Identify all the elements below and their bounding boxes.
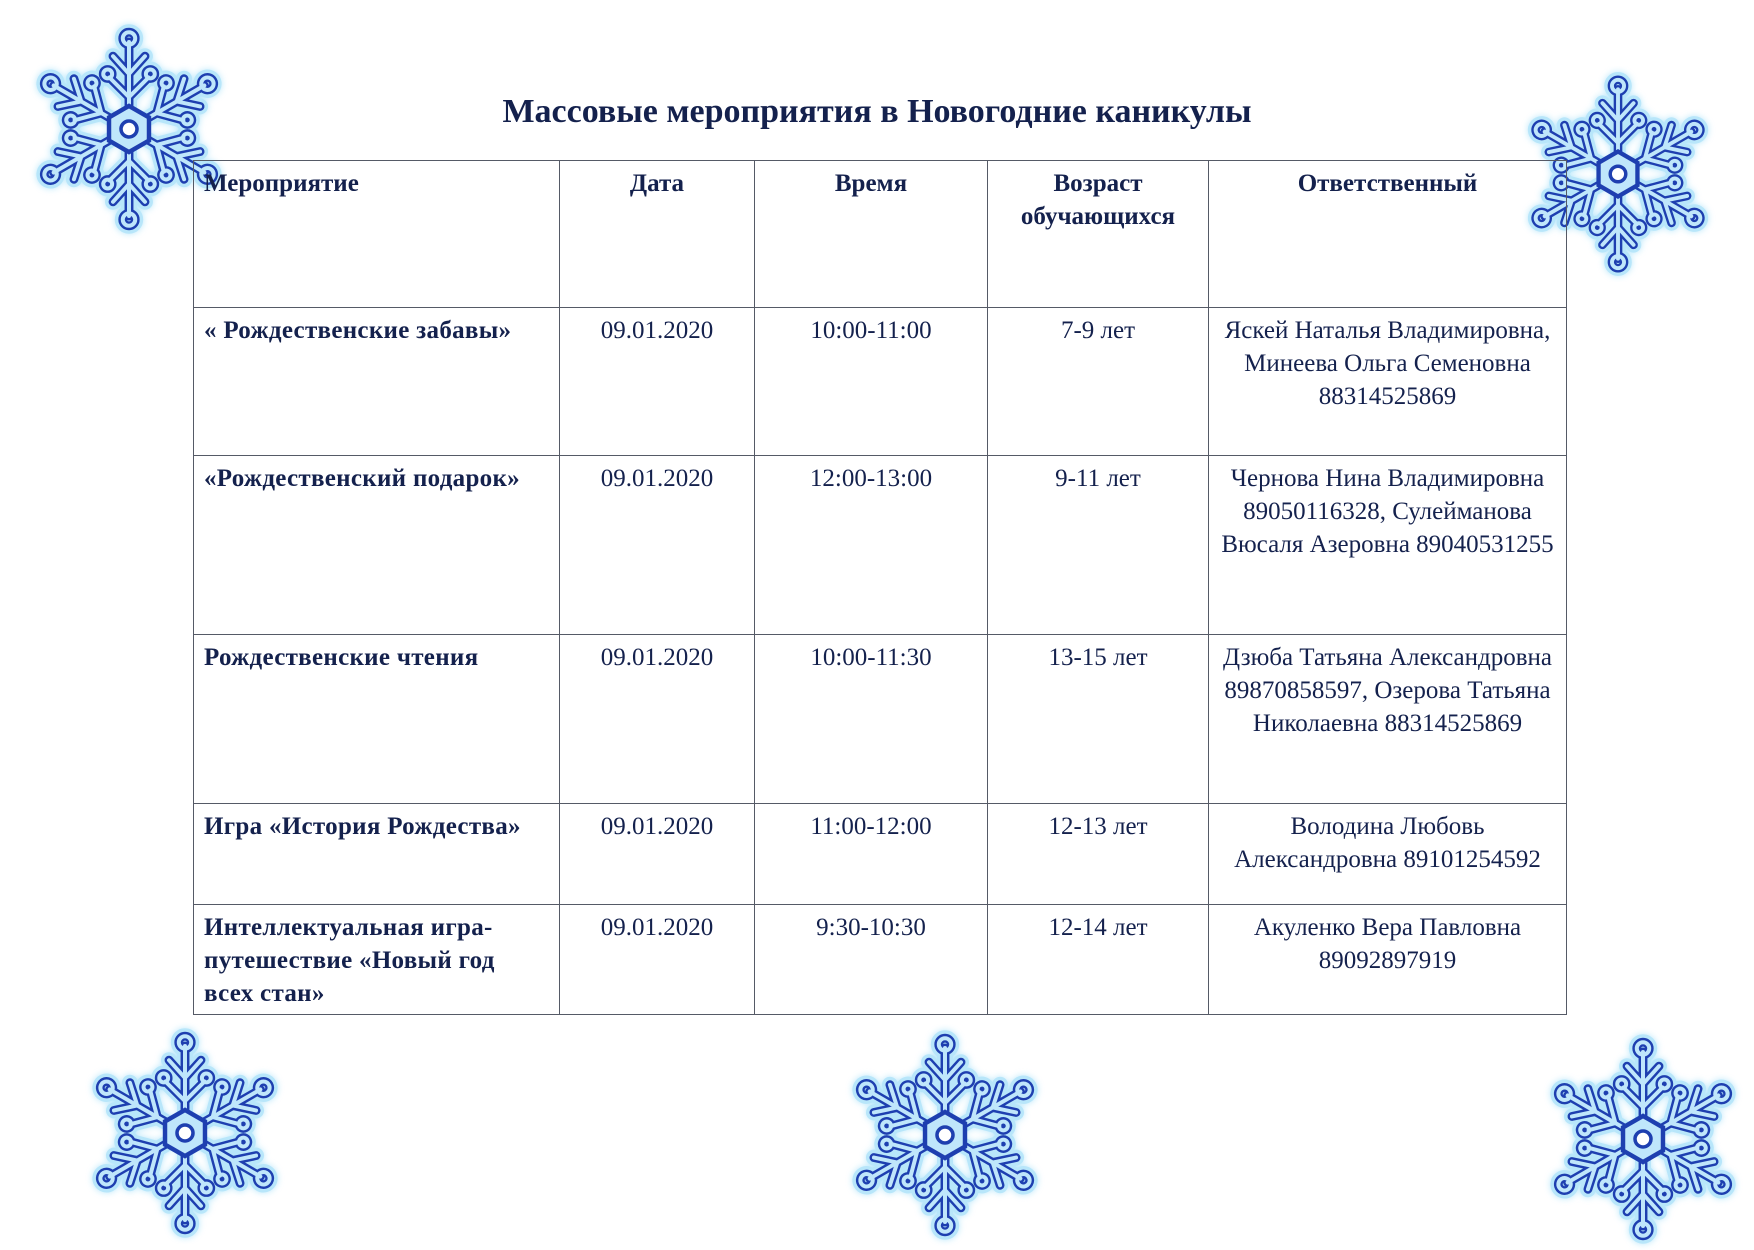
time-cell: 9:30-10:30: [755, 905, 988, 1015]
table-header-row: [194, 161, 1567, 308]
responsible-cell: Акуленко Вера Павловна 89092897919: [1209, 905, 1567, 1015]
snowflake-icon-graphic: [834, 1024, 1056, 1246]
age-cell: 7-9 лет: [988, 308, 1209, 456]
snowflake-icon: [74, 1022, 296, 1244]
header-responsible: Ответственный: [1209, 161, 1567, 308]
time-cell: 12:00-13:00: [755, 456, 988, 635]
snowflake-icon-graphic: [1532, 1028, 1754, 1250]
header-event: Мероприятие: [194, 161, 560, 308]
event-name-cell: «Рождественский подарок»: [194, 456, 560, 635]
snowflake-icon: [834, 1024, 1056, 1246]
page-title: Массовые мероприятия в Новогодние каникулы: [502, 93, 1252, 130]
date-cell: 09.01.2020: [560, 635, 755, 804]
date-cell: 09.01.2020: [560, 804, 755, 905]
snowflake-icon: [1532, 1028, 1754, 1250]
age-cell: 13-15 лет: [988, 635, 1209, 804]
header-age: Возраст обучающихся: [988, 161, 1209, 308]
header-date: Дата: [560, 161, 755, 308]
table-row: [194, 804, 1567, 905]
header-time: Время: [755, 161, 988, 308]
event-name-cell: Рождественские чтения: [194, 635, 560, 804]
time-cell: 10:00-11:00: [755, 308, 988, 456]
responsible-cell: Чернова Нина Владимировна 89050116328, Сулейманова Вюсаля Азеровна 89040531255: [1209, 456, 1567, 635]
time-cell: 11:00-12:00: [755, 804, 988, 905]
responsible-cell: Яскей Наталья Владимировна, Минеева Ольга Семеновна 88314525869: [1209, 308, 1567, 456]
date-cell: 09.01.2020: [560, 905, 755, 1015]
date-cell: 09.01.2020: [560, 456, 755, 635]
event-name-cell: Игра «История Рождества»: [194, 804, 560, 905]
responsible-cell: Володина Любовь Александровна 89101254592: [1209, 804, 1567, 905]
age-cell: 9-11 лет: [988, 456, 1209, 635]
event-name-cell: « Рождественские забавы»: [194, 308, 560, 456]
time-cell: 10:00-11:30: [755, 635, 988, 804]
age-cell: 12-14 лет: [988, 905, 1209, 1015]
table-row: [194, 308, 1567, 456]
table-row: [194, 905, 1567, 1015]
date-cell: 09.01.2020: [560, 308, 755, 456]
table-row: [194, 635, 1567, 804]
snowflake-icon-graphic: [74, 1022, 296, 1244]
table-row: [194, 456, 1567, 635]
responsible-cell: Дзюба Татьяна Александровна 89870858597, Озерова Татьяна Николаевна 88314525869: [1209, 635, 1567, 804]
event-name-cell: Интеллектуальная игра-путешествие «Новый год всех стан»: [194, 905, 560, 1015]
events-table: [193, 160, 1567, 1015]
age-cell: 12-13 лет: [988, 804, 1209, 905]
